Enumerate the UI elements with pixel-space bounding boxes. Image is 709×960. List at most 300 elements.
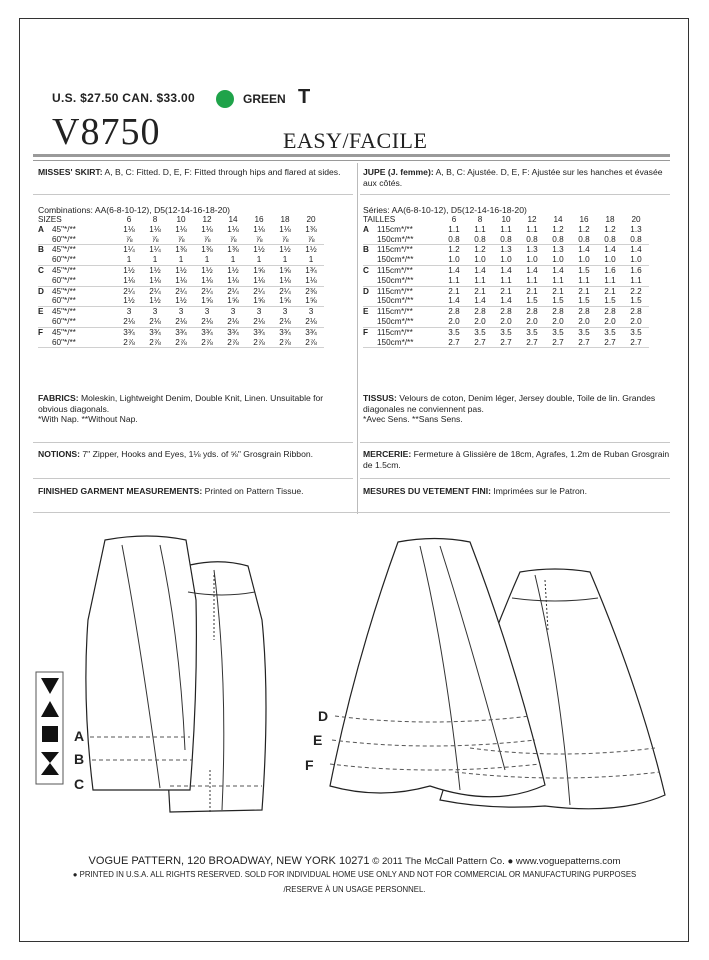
yardage-cell: 1⅛	[227, 224, 239, 234]
yardage-cell: 3¾	[123, 327, 135, 337]
footer-address-line	[0, 855, 709, 867]
size-header: 8	[152, 215, 158, 224]
yardage-cell: 1.5	[630, 296, 642, 306]
french-title-bold: JUPE (J. femme):	[363, 167, 434, 177]
fabric-width: 60"*/**	[52, 296, 76, 306]
table-row	[38, 255, 324, 265]
yardage-cell: 2.7	[526, 337, 538, 347]
yardage-cell: 0.8	[578, 234, 590, 244]
yardage-cell: 2.8	[526, 307, 538, 317]
yardage-cell: 2.7	[448, 337, 460, 347]
yardage-cell: 3¾	[227, 327, 239, 337]
yardage-cell: 3.5	[604, 327, 616, 337]
view-letter: A	[38, 224, 44, 234]
yardage-cell: 2⅜	[305, 286, 317, 296]
view-label-b: B	[74, 751, 85, 767]
yardage-cell: 1.1	[630, 275, 642, 285]
yardage-cell: 2.0	[526, 316, 538, 326]
table-row	[38, 286, 324, 296]
yardage-cell: 1	[308, 255, 314, 265]
yardage-cell: 1½	[149, 296, 161, 306]
skirt-illustration	[0, 525, 709, 830]
yardage-cell: 3	[126, 307, 132, 317]
table-row	[363, 317, 649, 327]
yardage-cell: 2.0	[500, 316, 512, 326]
yardage-cell: 1.4	[500, 265, 512, 275]
yardage-cell: 2¼	[227, 286, 239, 296]
yardage-cell: 2⅞	[123, 337, 135, 347]
yardage-cell: 2.8	[448, 307, 460, 317]
fabric-width: 115cm*/**	[377, 265, 413, 275]
yardage-cell: 1.4	[448, 296, 460, 306]
notions-text: 7" Zipper, Hooks and Eyes, 1⅛ yds. of ⅝" Grosgrain Ribbon.	[82, 449, 314, 459]
view-letter	[363, 317, 375, 327]
yardage-cell: 1½	[175, 265, 187, 275]
yardage-cell: 3.5	[500, 327, 512, 337]
yardage-cell: 0.8	[448, 234, 460, 244]
table-row	[363, 225, 649, 235]
yardage-cell: 1⅝	[201, 296, 213, 306]
table-row	[363, 286, 649, 296]
yardage-cell: 1½	[201, 265, 213, 275]
english-finished	[38, 486, 350, 497]
column-divider	[357, 163, 358, 514]
yardage-cell: 3¾	[149, 327, 161, 337]
yardage-cell: 1.3	[630, 224, 642, 234]
yardage-cell: 1.0	[630, 255, 642, 265]
yardage-cell: 2⅛	[279, 316, 291, 326]
yardage-cell: 1.2	[474, 245, 486, 255]
yardage-cell: 2⅞	[175, 337, 187, 347]
view-label-a: A	[74, 728, 85, 744]
yardage-cell: 1⅝	[279, 296, 291, 306]
yardage-cell: 3¾	[175, 327, 187, 337]
yardage-cell: 1.1	[604, 275, 616, 285]
yardage-cell: 0.8	[526, 234, 538, 244]
yardage-cell: 1⅛	[149, 224, 161, 234]
header-rule	[33, 154, 670, 157]
yardage-cell: 1.1	[448, 224, 460, 234]
yardage-cell: 1⅛	[201, 224, 213, 234]
size-header: 16	[579, 215, 589, 224]
yardage-cell: 1.4	[552, 265, 564, 275]
yardage-cell: 1.1	[526, 275, 538, 285]
yardage-cell: 2⅞	[305, 337, 317, 347]
yardage-cell: ⅞	[307, 234, 315, 244]
notions-heading: MERCERIE:	[363, 449, 412, 459]
size-header: 20	[631, 215, 641, 224]
yardage-cell: 2.8	[630, 307, 642, 317]
yardage-cell: 2.8	[578, 307, 590, 317]
view-letter	[363, 255, 375, 265]
yardage-cell: 1	[282, 255, 288, 265]
yardage-cell: 2.0	[474, 316, 486, 326]
table-row	[38, 276, 324, 286]
yardage-cell: 1.4	[474, 296, 486, 306]
french-notions	[363, 449, 675, 470]
yardage-cell: 1⅝	[279, 265, 291, 275]
yardage-cell: 2.8	[604, 307, 616, 317]
yardage-cell: 2¼	[149, 286, 161, 296]
yardage-cell: 3	[152, 307, 158, 317]
divider	[360, 442, 670, 443]
sizes-label: TAILLES	[363, 215, 396, 224]
table-row	[38, 317, 324, 327]
finished-text: Imprimées sur le Patron.	[493, 486, 587, 496]
yardage-cell: 3	[256, 307, 262, 317]
yardage-cell: 2.1	[526, 286, 538, 296]
yardage-cell: 2.1	[604, 286, 616, 296]
english-yardage-table	[38, 215, 350, 348]
french-combinations: Séries: AA(6-8-10-12), D5(12-14-16-18-20)	[363, 205, 527, 215]
view-letter: D	[38, 286, 44, 296]
french-yardage-table	[363, 215, 675, 348]
view-letter	[38, 296, 50, 306]
yardage-cell: 3.5	[630, 327, 642, 337]
yardage-cell: 1⅜	[175, 245, 187, 255]
yardage-cell: 1.5	[604, 296, 616, 306]
size-header: 14	[228, 215, 238, 224]
table-row	[363, 255, 649, 265]
yardage-cell: 2.0	[578, 316, 590, 326]
view-letter: E	[363, 307, 369, 317]
yardage-cell: 2.7	[578, 337, 590, 347]
yardage-cell: 1¼	[149, 245, 161, 255]
view-letter	[38, 235, 50, 245]
yardage-cell: 2.7	[552, 337, 564, 347]
table-row	[38, 235, 324, 245]
yardage-cell: 3¾	[305, 327, 317, 337]
yardage-cell: 1½	[175, 296, 187, 306]
yardage-cell: 1⅛	[227, 275, 239, 285]
globe-icon: ●	[507, 856, 514, 867]
yardage-cell: 1½	[123, 296, 135, 306]
size-header: 6	[451, 215, 457, 224]
fabric-width: 45"*/**	[52, 286, 76, 296]
yardage-cell: 3.5	[474, 327, 486, 337]
yardage-cell: 3	[204, 307, 210, 317]
fabric-width: 60"*/**	[52, 275, 76, 285]
finished-text: Printed on Pattern Tissue.	[204, 486, 304, 496]
yardage-cell: 1.1	[448, 275, 460, 285]
sizes-label: SIZES	[38, 215, 62, 224]
yardage-cell: 1⅛	[305, 275, 317, 285]
yardage-cell: 2¼	[201, 286, 213, 296]
yardage-cell: 1¼	[123, 245, 135, 255]
yardage-cell: 1	[204, 255, 210, 265]
table-row	[38, 327, 324, 337]
yardage-cell: ⅞	[177, 234, 185, 244]
yardage-cell: 0.8	[630, 234, 642, 244]
yardage-cell: 1	[126, 255, 132, 265]
size-header: 12	[527, 215, 537, 224]
yardage-cell: 1	[230, 255, 236, 265]
table-row	[38, 225, 324, 235]
yardage-cell: 1.4	[604, 245, 616, 255]
yardage-cell: ⅞	[281, 234, 289, 244]
yardage-cell: 3	[178, 307, 184, 317]
view-letter: A	[363, 224, 369, 234]
divider	[33, 194, 353, 195]
yardage-cell: 2.0	[604, 316, 616, 326]
yardage-cell: 1.3	[552, 245, 564, 255]
english-combinations: Combinations: AA(6-8-10-12), D5(12-14-16-18-20)	[38, 205, 231, 215]
french-title	[363, 167, 675, 188]
yardage-cell: 1	[178, 255, 184, 265]
yardage-cell: 2⅞	[253, 337, 265, 347]
yardage-cell: 1½	[305, 245, 317, 255]
yardage-cell: 1.1	[552, 275, 564, 285]
yardage-cell: 1⅛	[253, 224, 265, 234]
finished-heading: FINISHED GARMENT MEASUREMENTS:	[38, 486, 203, 496]
yardage-cell: 1⅛	[123, 224, 135, 234]
french-fabrics	[363, 393, 675, 425]
size-header: 20	[306, 215, 316, 224]
table-row	[38, 245, 324, 255]
size-header: 16	[254, 215, 264, 224]
pattern-number: V8750	[52, 111, 161, 153]
yardage-cell: 1.3	[500, 245, 512, 255]
view-letter	[363, 296, 375, 306]
yardage-cell: 1.5	[552, 296, 564, 306]
divider	[33, 512, 670, 513]
fabrics-text: Moleskin, Lightweight Denim, Double Knit, Linen. Unsuitable for obvious diagonals.	[38, 393, 324, 414]
size-header: 18	[280, 215, 290, 224]
yardage-cell: 1⅝	[305, 296, 317, 306]
yardage-cell: 1½	[279, 245, 291, 255]
table-row	[38, 296, 324, 306]
finished-heading: MESURES DU VETEMENT FINI:	[363, 486, 491, 496]
yardage-cell: 3	[308, 307, 314, 317]
fabric-width: 115cm*/**	[377, 327, 413, 337]
fabrics-heading: TISSUS:	[363, 393, 397, 403]
table-row	[38, 307, 324, 317]
yardage-cell: 2.7	[474, 337, 486, 347]
table-row	[38, 338, 324, 348]
divider	[33, 442, 353, 443]
yardage-cell: 1⅜	[227, 245, 239, 255]
yardage-cell: 2.2	[630, 286, 642, 296]
yardage-cell: ⅞	[151, 234, 159, 244]
yardage-cell: 2.0	[630, 316, 642, 326]
yardage-cell: 1.0	[474, 255, 486, 265]
yardage-cell: 1.1	[578, 275, 590, 285]
fabric-width: 60"*/**	[52, 234, 76, 244]
view-letter	[363, 338, 375, 348]
yardage-cell: ⅞	[203, 234, 211, 244]
english-title-text: A, B, C: Fitted. D, E, F: Fitted through hips and flared at sides.	[104, 167, 341, 177]
view-label-e: E	[313, 732, 323, 748]
footer-website[interactable]: www.voguepatterns.com	[515, 856, 621, 867]
view-letter	[363, 235, 375, 245]
fabric-width: 150cm*/**	[377, 337, 414, 347]
yardage-cell: 1.0	[604, 255, 616, 265]
yardage-cell: 1⅛	[175, 224, 187, 234]
difficulty-label: EASY/FACILE	[283, 128, 428, 153]
yardage-cell: 2⅞	[227, 337, 239, 347]
table-row	[363, 265, 649, 275]
fabrics-text: Velours de coton, Denim léger, Jersey double, Toile de lin. Grandes diagonales ne conviennent pas.	[363, 393, 656, 414]
yardage-cell: 1⅛	[201, 275, 213, 285]
yardage-cell: 1.4	[500, 296, 512, 306]
yardage-cell: 1.0	[552, 255, 564, 265]
yardage-cell: 1.4	[630, 245, 642, 255]
table-row	[363, 338, 649, 348]
yardage-cell: 1.5	[526, 296, 538, 306]
footer-rights	[0, 870, 709, 879]
yardage-cell: ⅞	[255, 234, 263, 244]
yardage-cell: 1.1	[526, 224, 538, 234]
yardage-cell: 1.5	[578, 296, 590, 306]
english-title-bold: MISSES' SKIRT:	[38, 167, 103, 177]
fabrics-note: *Avec Sens. **Sans Sens.	[363, 414, 463, 424]
yardage-cell: 2.1	[552, 286, 564, 296]
yardage-cell: 1⅛	[279, 224, 291, 234]
fabric-width: 45"*/**	[52, 265, 76, 275]
yardage-cell: 3	[230, 307, 236, 317]
yardage-cell: ⅞	[125, 234, 133, 244]
yardage-cell: 1.5	[578, 265, 590, 275]
yardage-cell: 3.5	[578, 327, 590, 337]
french-title-text: A, B, C: Ajustée. D, E, F: Ajustée sur les hanches et évasée aux côtés.	[363, 167, 663, 188]
yardage-cell: 2⅛	[305, 316, 317, 326]
fabric-width: 150cm*/**	[377, 316, 414, 326]
yardage-cell: 1.4	[526, 265, 538, 275]
view-letter	[38, 317, 50, 327]
view-letter	[363, 276, 375, 286]
view-letter: B	[38, 245, 44, 255]
yardage-cell: 1	[256, 255, 262, 265]
yardage-cell: 1.2	[604, 224, 616, 234]
yardage-cell: 3.5	[448, 327, 460, 337]
color-label: GREEN	[243, 92, 286, 106]
bullet-icon: ●	[72, 870, 78, 879]
yardage-cell: 1	[152, 255, 158, 265]
french-finished	[363, 486, 675, 497]
footer-rights-fr: /RESERVE À UN USAGE PERSONNEL.	[283, 885, 426, 894]
fabric-width: 45"*/**	[52, 307, 76, 317]
yardage-cell: 2.1	[500, 286, 512, 296]
yardage-table	[38, 215, 324, 348]
size-header: 14	[553, 215, 563, 224]
yardage-cell: 3¾	[253, 327, 265, 337]
yardage-cell: 2⅛	[201, 316, 213, 326]
yardage-cell: 1.6	[604, 265, 616, 275]
fabric-width: 150cm*/**	[377, 296, 414, 306]
yardage-cell: 1⅝	[227, 296, 239, 306]
view-letter: B	[363, 245, 369, 255]
table-row	[363, 276, 649, 286]
yardage-cell: 1.3	[526, 245, 538, 255]
yardage-cell: 2.0	[448, 316, 460, 326]
yardage-cell: 2.7	[630, 337, 642, 347]
yardage-cell: 0.8	[474, 234, 486, 244]
yardage-cell: 1⅜	[305, 224, 317, 234]
view-letter: F	[363, 327, 369, 337]
yardage-cell: 3.5	[526, 327, 538, 337]
table-row	[363, 245, 649, 255]
yardage-cell: 1⅛	[279, 275, 291, 285]
yardage-cell: 1.2	[448, 245, 460, 255]
yardage-cell: 2.7	[500, 337, 512, 347]
view-letter: D	[363, 286, 369, 296]
color-dot-icon	[216, 90, 234, 108]
yardage-cell: 1½	[149, 265, 161, 275]
divider	[33, 478, 353, 479]
price-label: U.S. $27.50 CAN. $33.00	[52, 91, 195, 105]
yardage-cell: 1.4	[474, 265, 486, 275]
yardage-cell: 2⅛	[253, 316, 265, 326]
yardage-cell: 1.0	[578, 255, 590, 265]
yardage-cell: 1.2	[578, 224, 590, 234]
yardage-cell: 1.4	[578, 245, 590, 255]
size-header: 10	[176, 215, 186, 224]
fabric-width: 115cm*/**	[377, 224, 413, 234]
yardage-cell: 2.1	[474, 286, 486, 296]
flared-skirt-front	[330, 539, 545, 797]
yardage-cell: 2.0	[552, 316, 564, 326]
view-label-d: D	[318, 708, 329, 724]
yardage-cell: 1.0	[448, 255, 460, 265]
table-row	[363, 307, 649, 317]
divider	[360, 478, 670, 479]
yardage-cell: 2¼	[279, 286, 291, 296]
view-letter	[38, 255, 50, 265]
size-header: 10	[501, 215, 511, 224]
yardage-cell: 2⅛	[175, 316, 187, 326]
view-letter: C	[363, 265, 369, 275]
fitted-skirt-front	[86, 536, 197, 790]
fabric-width: 45"*/**	[52, 327, 76, 337]
view-letter	[38, 276, 50, 286]
yardage-cell: 1½	[227, 265, 239, 275]
table-row	[363, 327, 649, 337]
view-letter: C	[38, 265, 44, 275]
view-label-c: C	[74, 776, 85, 792]
yardage-cell: 1⅛	[175, 275, 187, 285]
yardage-cell: 2.1	[578, 286, 590, 296]
yardage-cell: 2.8	[500, 307, 512, 317]
yardage-cell: 1.6	[630, 265, 642, 275]
yardage-cell: 2¼	[123, 286, 135, 296]
fabric-width: 60"*/**	[52, 316, 76, 326]
yardage-cell: 2⅛	[227, 316, 239, 326]
yardage-cell: 2.1	[448, 286, 460, 296]
yardage-cell: 1⅛	[253, 275, 265, 285]
size-header: 8	[477, 215, 483, 224]
yardage-cell: 3	[282, 307, 288, 317]
yardage-cell: 1.1	[474, 224, 486, 234]
yardage-cell: 3.5	[552, 327, 564, 337]
yardage-cell: 2⅞	[149, 337, 161, 347]
notions-heading: NOTIONS:	[38, 449, 81, 459]
fabric-width: 150cm*/**	[377, 275, 414, 285]
notions-text: Fermeture à Glissière de 18cm, Agrafes, 1.2m de Ruban Grosgrain de 1.5cm.	[363, 449, 670, 470]
yardage-cell: 1.1	[474, 275, 486, 285]
yardage-cell: 1.1	[500, 224, 512, 234]
table-row	[363, 296, 649, 306]
fabric-width: 45"*/**	[52, 245, 76, 255]
size-letter: T	[298, 86, 311, 108]
yardage-cell: 2.7	[604, 337, 616, 347]
fabric-width: 115cm*/**	[377, 245, 413, 255]
view-label-f: F	[305, 757, 314, 773]
yardage-cell: 1.1	[500, 275, 512, 285]
fabric-width: 60"*/**	[52, 255, 76, 265]
square-icon	[42, 726, 58, 742]
yardage-cell: 2.8	[552, 307, 564, 317]
divider	[360, 194, 670, 195]
